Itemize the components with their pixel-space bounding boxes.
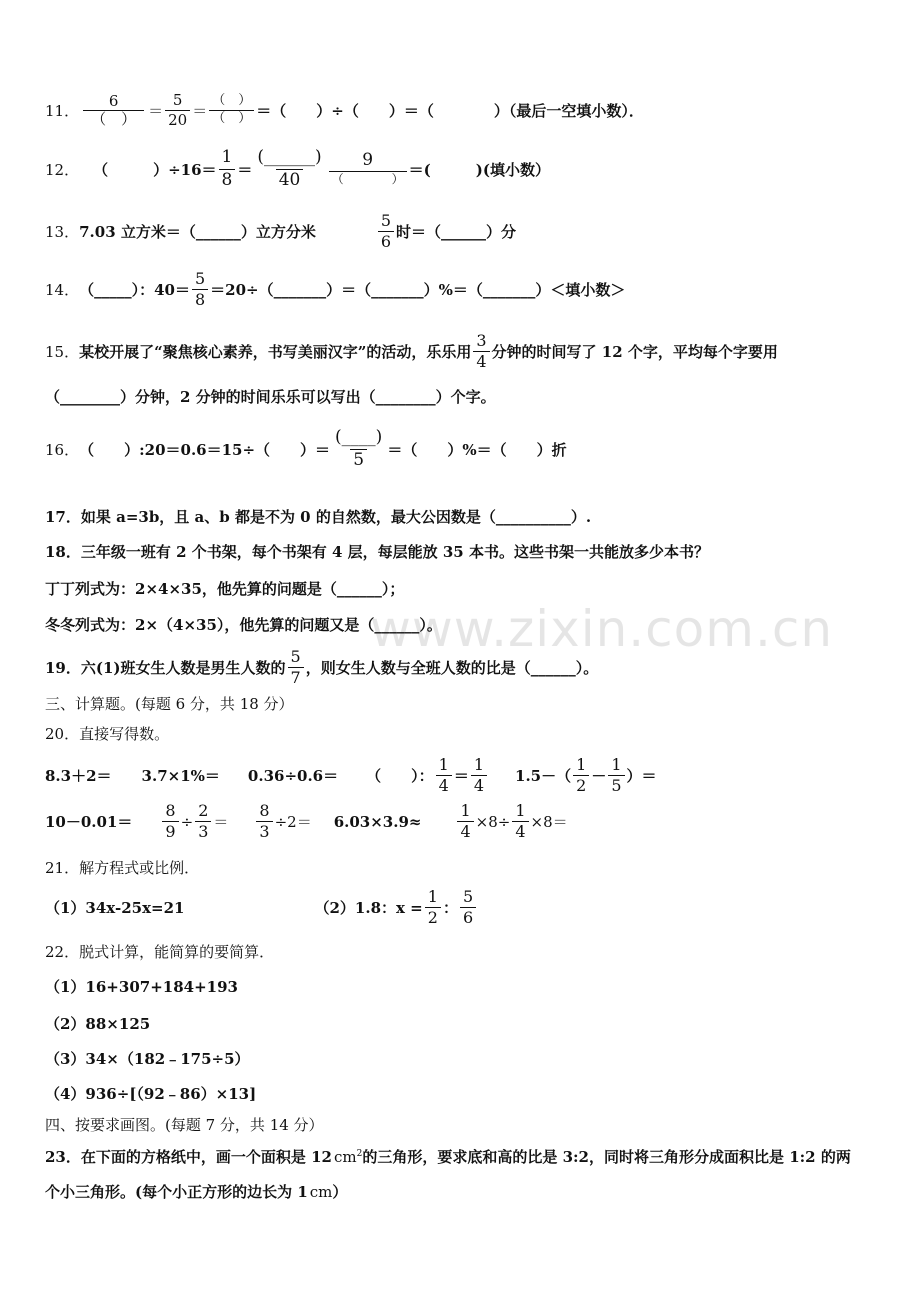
q14-number: 14． — [45, 281, 80, 300]
q11-fraction-1: $\frac{6}{( )}$ — [83, 93, 144, 129]
q15-part-b: 分钟的时间写了 12 个字，平均每个字要用 — [491, 343, 778, 362]
question-20-row-1 — [45, 756, 657, 796]
q20-item-7-frac-1: $\frac{8}{9}$ — [162, 802, 178, 842]
question-22-part-1: （1）16+307+184+193 — [45, 978, 238, 996]
q16-number: 16． — [45, 440, 80, 459]
question-20-title: 20．直接写得数。 — [45, 725, 170, 743]
question-23 — [45, 1146, 851, 1167]
question-15 — [45, 332, 778, 372]
q21-part-2-frac-1: $\frac{1}{2}$ — [425, 888, 441, 928]
q20-item-7-frac-2: $\frac{2}{3}$ — [195, 802, 211, 842]
q14-part-b: ＝20÷（_______）＝（_______）%＝（_______）＜填小数＞ — [210, 281, 626, 300]
q21-part-1: （1）34x-25x=21 — [45, 899, 185, 918]
q23-part-a: 23．在下面的方格纸中，画一个面积是 12 — [45, 1148, 332, 1166]
q23-unit-1: $cm^2$ — [333, 1147, 363, 1166]
q11-fraction-2: $\frac{5}{20}$ — [165, 92, 190, 130]
q14-part-a: （_____）：40＝ — [79, 281, 190, 300]
q20-item-2: 3.7×1%＝ — [141, 767, 220, 786]
question-21-title: 21．解方程式或比例． — [45, 859, 200, 877]
question-22-part-3: （3）34×（182﹣175÷5） — [45, 1050, 250, 1068]
q20-item-10-op-1: ×8÷ — [475, 812, 511, 831]
q19-part-a: 19．六(1)班女生人数是男生人数的 — [45, 659, 286, 678]
q20-item-4-frac-1: $\frac{1}{4}$ — [436, 756, 452, 796]
q23-line-2-a: 个小三角形。(每个小正方形的边长为 1 — [45, 1183, 308, 1201]
q12-number: 12． — [45, 160, 80, 179]
q19-fraction: $\frac{5}{7}$ — [288, 648, 304, 688]
question-22-part-4: （4）936÷[（92﹣86）×13] — [45, 1085, 257, 1103]
q20-item-1: 8.3＋2＝ — [45, 767, 112, 786]
section-3-heading: 三、计算题。(每题 6 分，共 18 分） — [45, 695, 294, 713]
q20-item-9: 6.03×3.9≈ — [333, 812, 422, 831]
q12-fraction-2: $\frac{(\_\_\_\_\_\_)}{40}$ — [257, 147, 322, 190]
question-18-line-2: 丁丁列式为：2×4×35，他先算的问题是（______）； — [45, 580, 405, 598]
question-11: 11． $\frac{6}{( )}$ ＝ $\frac{5}{20}$ ＝ $\frac{( )}{( )}$ ＝（ ）÷（ ）＝（ ）（最后一空填小数）． — [45, 91, 644, 130]
q20-item-4-frac-2: $\frac{1}{4}$ — [471, 756, 487, 796]
q19-part-b: ，则女生人数与全班人数的比是（______）。 — [305, 659, 599, 678]
q21-part-2-frac-2: $\frac{5}{6}$ — [460, 888, 476, 928]
question-19 — [45, 648, 598, 688]
q20-item-5-minus: － — [591, 767, 607, 786]
question-22-part-2: （2）88×125 — [45, 1015, 151, 1033]
q11-fraction-3: $\frac{( )}{( )}$ — [209, 94, 254, 127]
q20-item-10-frac-1: $\frac{1}{4}$ — [457, 802, 473, 842]
q23-line-2-b: ） — [332, 1183, 348, 1201]
q11-number: 11． — [45, 102, 80, 121]
q20-item-5: 1.5－（ — [515, 767, 572, 786]
q20-item-5-frac-1: $\frac{1}{2}$ — [573, 756, 589, 796]
question-13 — [45, 212, 516, 252]
q12-fraction-3: $\frac{9}{( )}$ — [329, 151, 407, 187]
q21-part-2-colon: ： — [442, 899, 458, 918]
q16-part-a: （ ）:20＝0.6＝15÷（ ）＝ — [79, 440, 331, 459]
question-14 — [45, 270, 625, 310]
q21-part-2: （2）1.8：x = — [314, 899, 423, 918]
q15-number: 15． — [45, 343, 80, 362]
q20-item-8-op: ÷2＝ — [274, 813, 312, 832]
q12-equals: ＝ — [237, 160, 253, 179]
q20-item-10-op-2: ×8＝ — [530, 813, 568, 832]
q16-fraction: $\frac{(\_\_\_\_)}{5}$ — [335, 427, 383, 470]
q20-item-10-frac-2: $\frac{1}{4}$ — [512, 802, 528, 842]
question-23-line-2 — [45, 1181, 347, 1202]
question-20-row-2 — [45, 802, 568, 842]
q20-item-7-op: ÷ — [180, 812, 194, 831]
q20-item-6: 10－0.01＝ — [45, 813, 133, 832]
q13-fraction: $\frac{5}{6}$ — [378, 212, 394, 252]
q16-part-b: ＝（ ）%＝（ ）折 — [387, 440, 567, 459]
q20-item-8-frac: $\frac{8}{3}$ — [256, 802, 272, 842]
question-12 — [45, 148, 550, 190]
q13-part-a: 7.03 立方米＝（______）立方分米 — [79, 223, 316, 242]
question-22-title: 22．脱式计算，能简算的要简算． — [45, 943, 275, 961]
question-18: 18．三年级一班有 2 个书架，每个书架有 4 层，每层能放 35 本书。这些书架一共能放多少本书？ — [45, 543, 709, 561]
q20-item-4: （ ）： — [366, 767, 434, 786]
q20-item-7-equals: ＝ — [213, 813, 229, 832]
q23-unit-2: cm — [309, 1182, 333, 1201]
question-17: 17．如果 a=3b，且 a、b 都是不为 0 的自然数，最大公因数是（__________）. — [45, 508, 592, 526]
q13-number: 13． — [45, 223, 80, 242]
q12-part-a: （ ）÷16＝ — [93, 160, 217, 179]
question-15-line-2: （________）分钟，2 分钟的时间乐乐可以写出（________）个字。 — [45, 388, 496, 406]
q11-tail: ＝（ ）÷（ ）＝（ ）（最后一空填小数）． — [256, 102, 644, 121]
question-18-line-3: 冬冬列式为：2×（4×35），他先算的问题又是（______）。 — [45, 616, 442, 634]
q13-part-b: 时＝（______）分 — [396, 223, 517, 242]
question-21-parts — [45, 888, 478, 928]
q20-item-3: 0.36÷0.6＝ — [247, 767, 339, 786]
q20-item-5-frac-2: $\frac{1}{5}$ — [608, 756, 624, 796]
q12-tail: ＝( )(填小数） — [408, 160, 550, 179]
section-4-heading: 四、按要求画图。(每题 7 分，共 14 分） — [45, 1116, 324, 1134]
question-16 — [45, 428, 567, 470]
q20-item-4-equals: ＝ — [453, 767, 469, 786]
q20-item-5-end: ）＝ — [626, 767, 657, 786]
q23-part-b: 的三角形，要求底和高的比是 3:2，同时将三角形分成面积比是 1:2 的两 — [362, 1148, 851, 1166]
q12-fraction-1: $\frac{1}{8}$ — [219, 148, 236, 190]
q15-fraction: $\frac{3}{4}$ — [473, 332, 489, 372]
q15-part-a: 某校开展了“聚焦核心素养，书写美丽汉字”的活动，乐乐用 — [79, 343, 472, 362]
watermark: www.zixin.com.cn — [370, 600, 834, 658]
q14-fraction: $\frac{5}{8}$ — [192, 270, 208, 310]
